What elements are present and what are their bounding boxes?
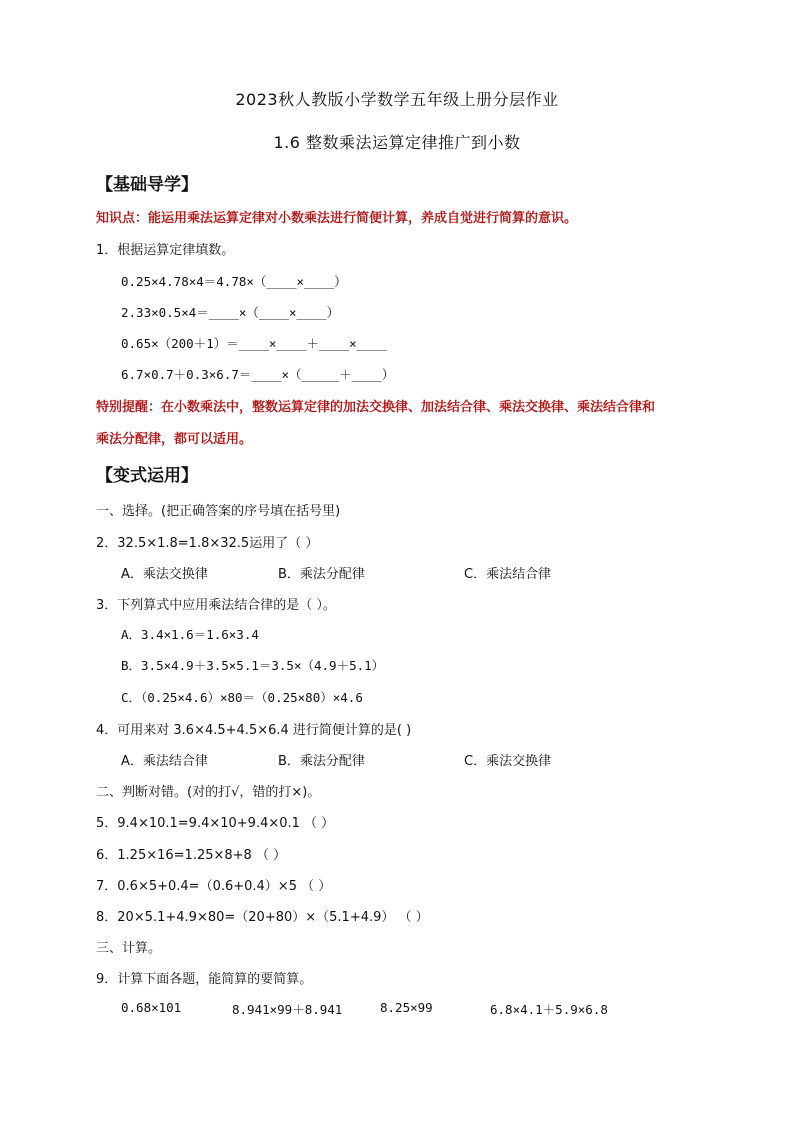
question-1-line: 6.7×0.7＋0.3×6.7＝____×（_____＋____） [121, 367, 395, 382]
question-6: 6．1.25×16=1.25×8+8 （ ） [96, 848, 287, 863]
question-9-item: 0.68×101 [121, 1000, 182, 1015]
question-2-stem: 2．32.5×1.8=1.8×32.5运用了（ ） [96, 536, 319, 551]
question-9-item: 6.8×4.1＋5.9×6.8 [490, 1002, 608, 1017]
part-2-heading: 二、判断对错。(对的打√，错的打×)。 [96, 785, 321, 800]
question-1-line: 0.65×（200＋1）＝____×____＋____×____ [121, 336, 387, 351]
question-1-stem: 1．根据运算定律填数。 [96, 243, 235, 258]
question-2-option-c: C．乘法结合律 [464, 567, 552, 582]
question-9-item: 8.941×99＋8.941 [232, 1002, 343, 1017]
page-subtitle: 1.6 整数乘法运算定律推广到小数 [273, 133, 521, 152]
question-2-option-a: A．乘法交换律 [121, 567, 208, 582]
part-3-heading: 三、计算。 [96, 941, 162, 956]
tip-line-2: 乘法分配律，都可以适用。 [96, 432, 253, 447]
question-4-option-c: C．乘法交换律 [464, 754, 552, 769]
question-3-option-c: C．（0.25×4.6）×80＝（0.25×80）×4.6 [121, 690, 363, 705]
question-3-option-a: A．3.4×1.6＝1.6×3.4 [121, 627, 259, 642]
question-7: 7．0.6×5+0.4=（0.6+0.4）×5 （ ） [96, 879, 332, 894]
section-heading-variant: 【变式运用】 [96, 466, 198, 486]
knowledge-point: 知识点：能运用乘法运算定律对小数乘法进行简便计算，养成自觉进行简算的意识。 [96, 211, 578, 226]
question-8: 8．20×5.1+4.9×80=（20+80）×（5.1+4.9） （ ） [96, 910, 429, 925]
question-4-option-b: B．乘法分配律 [278, 754, 365, 769]
question-9-item: 8.25×99 [380, 1000, 433, 1015]
question-1-line: 2.33×0.5×4＝____×（____×____） [121, 305, 340, 320]
question-9-stem: 9．计算下面各题，能简算的要简算。 [96, 972, 313, 987]
question-2-option-b: B．乘法分配律 [278, 567, 365, 582]
question-3-option-b: B．3.5×4.9＋3.5×5.1＝3.5×（4.9＋5.1） [121, 658, 385, 673]
question-3-stem: 3．下列算式中应用乘法结合律的是（ ）。 [96, 598, 336, 613]
question-4-option-a: A．乘法结合律 [121, 754, 208, 769]
question-1-line: 0.25×4.78×4＝4.78×（____×____） [121, 274, 347, 289]
part-1-heading: 一、选择。(把正确答案的序号填在括号里) [96, 504, 341, 519]
section-heading-basic: 【基础导学】 [96, 175, 198, 195]
question-4-stem: 4．可用来对 3.6×4.5+4.5×6.4 进行简便计算的是( ) [96, 723, 412, 738]
tip-line-1: 特别提醒：在小数乘法中，整数运算定律的加法交换律、加法结合律、乘法交换律、乘法结合律和 [96, 400, 656, 415]
question-5: 5．9.4×10.1=9.4×10+9.4×0.1 （ ） [96, 816, 335, 831]
page-title: 2023秋人教版小学数学五年级上册分层作业 [235, 90, 559, 109]
